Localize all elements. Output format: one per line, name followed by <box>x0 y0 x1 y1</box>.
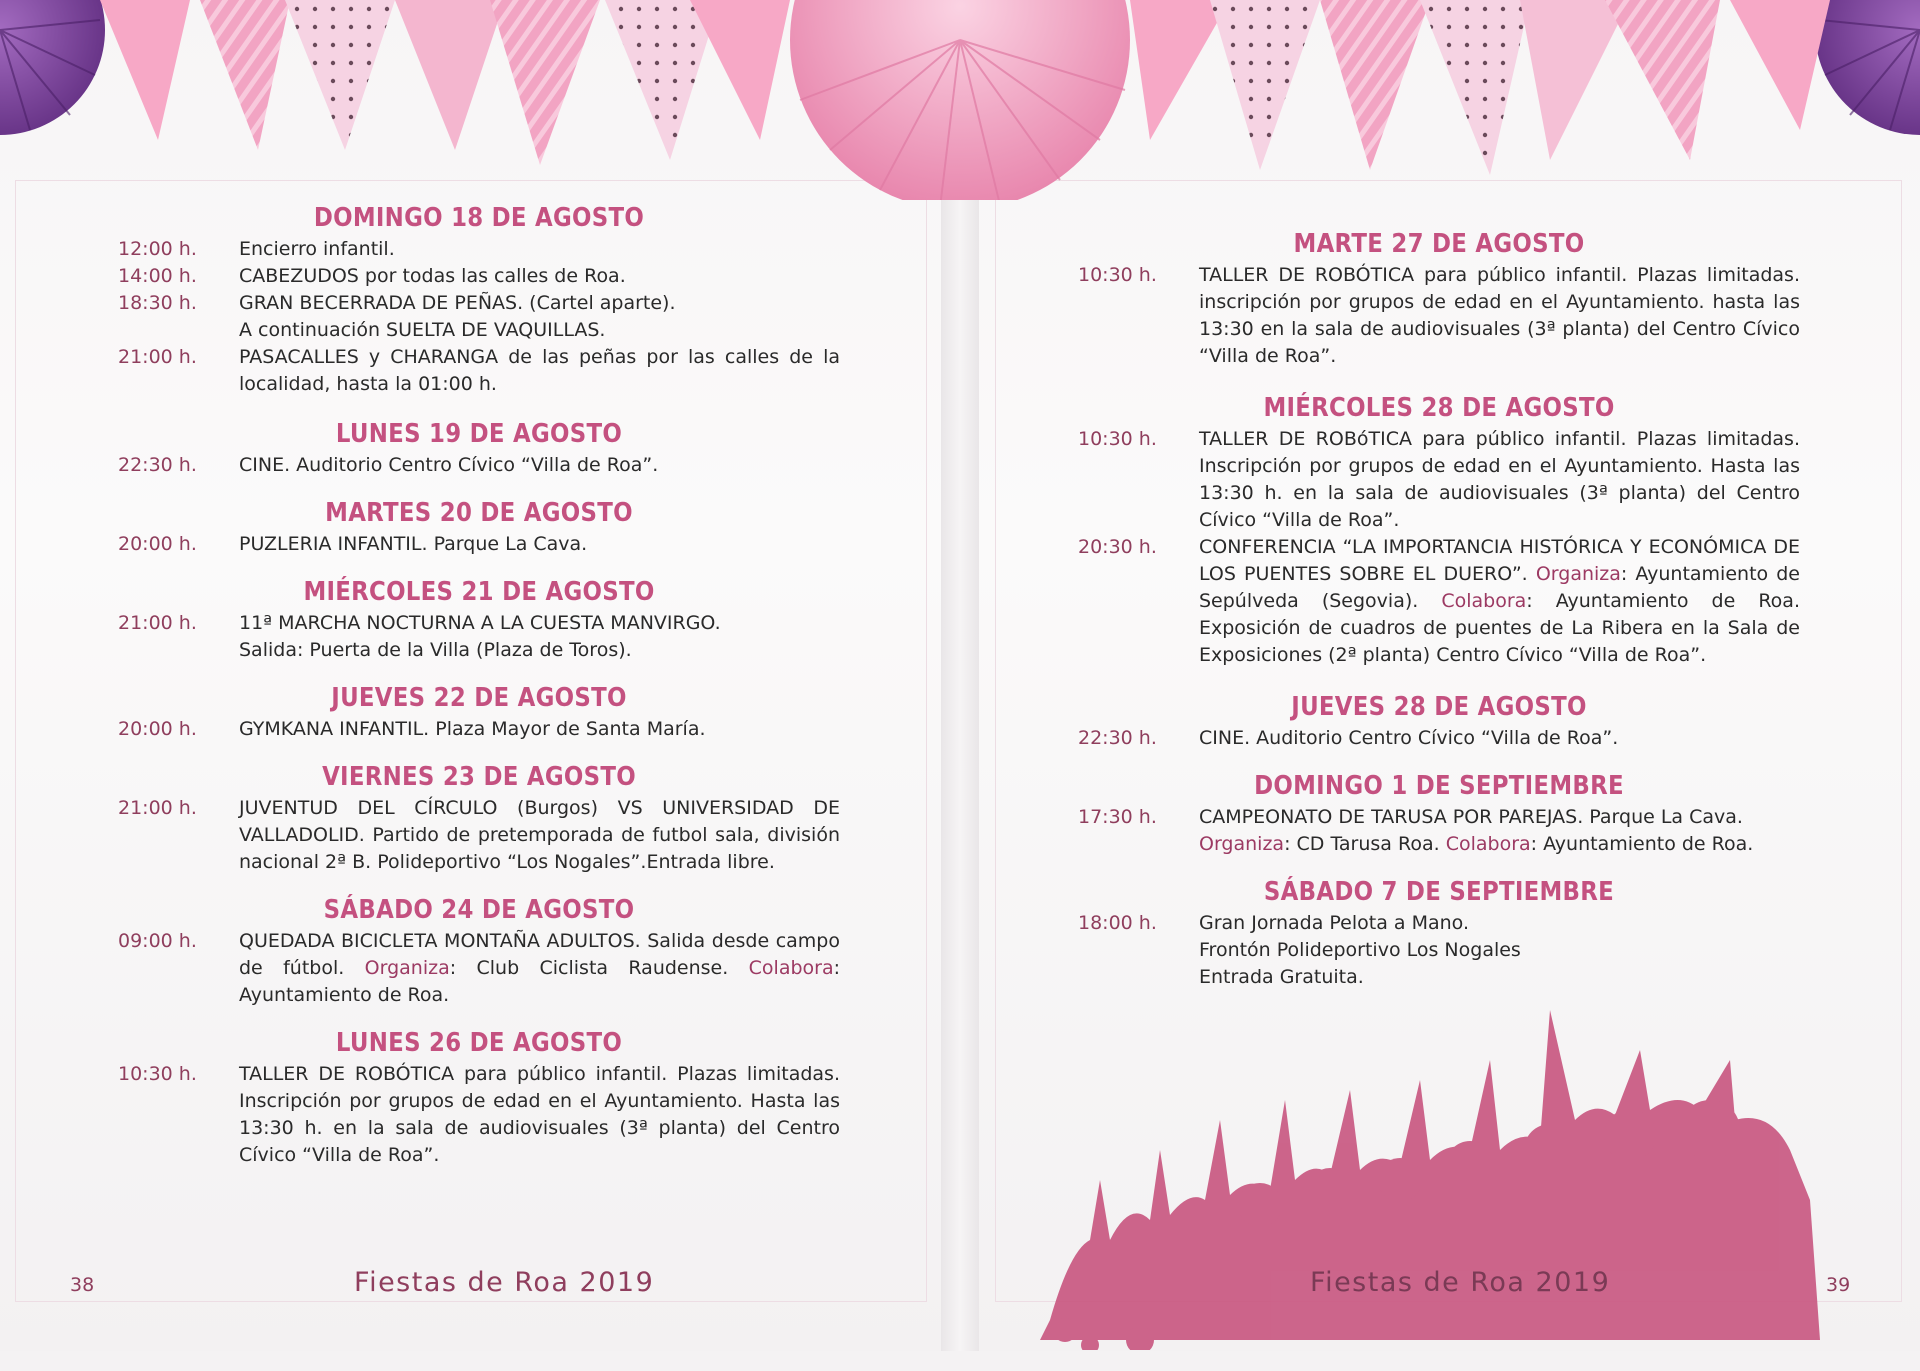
event-row <box>118 795 840 876</box>
event-time: 18:00 h. <box>1078 912 1157 934</box>
footer-title-right: Fiestas de Roa 2019 <box>1310 1267 1611 1298</box>
event-text-segment: TALLER DE ROBÓTICA para público infantil. Plazas limitadas. inscripción por grupos de edad en el Ayuntamiento. hasta las 13:30 en la sala de audiovisuales (3ª planta) del Centro Cívico “Villa de Roa”. <box>1199 264 1800 367</box>
event-description <box>239 716 840 743</box>
event-row <box>1078 910 1800 991</box>
event-time: 20:30 h. <box>1078 536 1157 558</box>
event-time: 20:00 h. <box>118 533 197 555</box>
event-description <box>239 610 840 664</box>
event-text-segment: TALLER DE ROBóTICA para público infantil. Plazas limitadas. Inscripción por grupos de edad en el Ayuntamiento. Hasta las 13:30 h. en la sala de audiovisuales (3ª planta) del Centro Cívico “Villa de Roa”. <box>1199 428 1800 531</box>
event-text-segment: Colabora <box>1441 590 1527 612</box>
event-description <box>239 263 840 290</box>
event-description <box>239 928 840 1009</box>
event-text-segment: Colabora <box>748 957 834 979</box>
event-description-line <box>1199 937 1800 964</box>
page-number-right: 39 <box>1826 1274 1851 1296</box>
day-heading: VIERNES 23 DE AGOSTO <box>322 762 636 792</box>
event-description <box>239 290 840 344</box>
event-text-segment: : CD Tarusa Roa. <box>1284 833 1446 855</box>
event-text-segment: PASACALLES y CHARANGA de las peñas por las calles de la localidad, hasta la 01:00 h. <box>239 346 840 395</box>
event-time: 22:30 h. <box>118 454 197 476</box>
event-description <box>1199 426 1800 534</box>
event-description-line <box>239 317 840 344</box>
event-text-segment: : Ayuntamiento de Roa. Exposición de cuadros de puentes de La Ribera en la Sala de Exposiciones (2ª planta) Centro Cívico “Villa de Roa”. <box>1199 590 1800 666</box>
event-row <box>118 610 840 664</box>
event-row <box>118 263 840 290</box>
event-description-line <box>239 344 840 398</box>
event-text-segment: PUZLERIA INFANTIL. Parque La Cava. <box>239 533 588 555</box>
event-text-segment: Organiza <box>1199 833 1285 855</box>
day-heading: DOMINGO 18 DE AGOSTO <box>313 203 645 233</box>
day-heading: JUEVES 28 DE AGOSTO <box>1291 692 1587 722</box>
event-time: 21:00 h. <box>118 612 197 634</box>
schedule-column-right <box>1078 226 1800 991</box>
event-text-segment: CABEZUDOS por todas las calles de Roa. <box>239 265 626 287</box>
event-description-line <box>1199 964 1800 991</box>
event-row <box>118 531 840 558</box>
event-text-segment: CONFERENCIA “LA IMPORTANCIA HISTÓRICA Y ECONÓMICA DE LOS PUENTES SOBRE EL DUERO”. <box>1199 536 1800 585</box>
event-text-segment: Encierro infantil. <box>239 238 395 260</box>
event-time: 14:00 h. <box>118 265 197 287</box>
event-text-segment: : Ayuntamiento de Roa. <box>1530 833 1754 855</box>
event-text-segment: A continuación SUELTA DE VAQUILLAS. <box>239 319 606 341</box>
event-description <box>1199 725 1800 752</box>
event-time: 17:30 h. <box>1078 806 1157 828</box>
event-time: 09:00 h. <box>118 930 197 952</box>
event-text-segment: : Ayuntamiento de Roa. <box>239 957 841 1006</box>
event-description-line <box>239 795 840 876</box>
event-row <box>118 1061 840 1169</box>
event-time: 21:00 h. <box>118 797 197 819</box>
schedule-column-left <box>118 200 840 1169</box>
event-description-line <box>1199 910 1800 937</box>
event-description <box>239 531 840 558</box>
event-text-segment: : Club Ciclista Raudense. <box>449 957 749 979</box>
event-row <box>1078 725 1800 752</box>
page-gutter <box>941 0 979 1351</box>
day-heading: MIÉRCOLES 28 DE AGOSTO <box>1263 393 1615 423</box>
page-number-left: 38 <box>70 1274 95 1296</box>
event-description <box>1199 804 1800 858</box>
event-description <box>239 452 840 479</box>
event-text-segment: CINE. Auditorio Centro Cívico “Villa de Roa”. <box>1199 727 1619 749</box>
day-heading: LUNES 19 DE AGOSTO <box>335 419 623 449</box>
event-description-line <box>1199 831 1800 858</box>
event-text-segment: Organiza <box>364 957 450 979</box>
event-row <box>1078 804 1800 858</box>
event-description <box>1199 262 1800 370</box>
event-text-segment: Entrada Gratuita. <box>1199 966 1364 988</box>
event-description-line <box>239 531 840 558</box>
event-text-segment: TALLER DE ROBÓTICA para público infantil. Plazas limitadas. Inscripción por grupos de edad en el Ayuntamiento. Hasta las 13:30 h. en la sala de audiovisuales (3ª planta) del Centro Cívico “Villa de Roa”. <box>239 1063 840 1166</box>
day-heading: SÁBADO 24 DE AGOSTO <box>323 895 635 925</box>
fan-pink-center <box>790 0 1130 200</box>
event-time: 12:00 h. <box>118 238 197 260</box>
event-text-segment: QUEDADA BICICLETA MONTAÑA ADULTOS. Salida desde campo de fútbol. <box>239 930 840 979</box>
day-heading: MARTES 20 DE AGOSTO <box>325 498 633 528</box>
event-description-line <box>1199 262 1800 370</box>
event-description <box>1199 910 1800 991</box>
event-description-line <box>239 1061 840 1169</box>
event-description-line <box>239 290 840 317</box>
event-description-line <box>1199 804 1800 831</box>
event-time: 22:30 h. <box>1078 727 1157 749</box>
event-text-segment: CINE. Auditorio Centro Cívico “Villa de Roa”. <box>239 454 659 476</box>
event-row <box>118 236 840 263</box>
event-description-line <box>1199 725 1800 752</box>
event-description-line <box>239 236 840 263</box>
event-row <box>118 452 840 479</box>
day-heading: DOMINGO 1 DE SEPTIEMBRE <box>1254 771 1624 801</box>
event-row <box>1078 426 1800 534</box>
event-description <box>239 795 840 876</box>
event-row <box>118 344 840 398</box>
footer-title-left: Fiestas de Roa 2019 <box>354 1267 655 1298</box>
event-text-segment: 11ª MARCHA NOCTURNA A LA CUESTA MANVIRGO. <box>239 612 721 634</box>
event-row <box>1078 534 1800 669</box>
day-heading: JUEVES 22 DE AGOSTO <box>331 683 627 713</box>
event-description <box>239 344 840 398</box>
event-description-line <box>1199 426 1800 534</box>
event-description-line <box>239 928 840 1009</box>
event-row <box>118 290 840 344</box>
event-description-line <box>239 610 840 637</box>
event-description-line <box>239 637 840 664</box>
event-time: 18:30 h. <box>118 292 197 314</box>
event-description-line <box>1199 534 1800 669</box>
event-time: 21:00 h. <box>118 346 197 368</box>
day-heading: MARTE 27 DE AGOSTO <box>1293 229 1585 259</box>
event-text-segment: CAMPEONATO DE TARUSA POR PAREJAS. Parque La Cava. <box>1199 806 1743 828</box>
day-heading: MIÉRCOLES 21 DE AGOSTO <box>303 577 655 607</box>
event-row <box>118 716 840 743</box>
event-row <box>1078 262 1800 370</box>
event-time: 10:30 h. <box>118 1063 197 1085</box>
event-description <box>1199 534 1800 669</box>
bunting-decoration <box>0 0 1920 200</box>
event-description-line <box>239 263 840 290</box>
event-time: 10:30 h. <box>1078 428 1157 450</box>
event-description-line <box>239 452 840 479</box>
event-time: 10:30 h. <box>1078 264 1157 286</box>
event-description <box>239 236 840 263</box>
event-text-segment: JUVENTUD DEL CÍRCULO (Burgos) VS UNIVERSIDAD DE VALLADOLID. Partido de pretemporada de futbol sala, división nacional 2ª B. Polideportivo “Los Nogales”.Entrada libre. <box>239 797 840 873</box>
event-text-segment: : Ayuntamiento de Sepúlveda (Segovia). <box>1199 563 1800 612</box>
event-text-segment: Salida: Puerta de la Villa (Plaza de Toros). <box>239 639 632 661</box>
event-description <box>239 1061 840 1169</box>
event-text-segment: GYMKANA INFANTIL. Plaza Mayor de Santa María. <box>239 718 706 740</box>
event-text-segment: Frontón Polideportivo Los Nogales <box>1199 939 1521 961</box>
day-heading: SÁBADO 7 DE SEPTIEMBRE <box>1263 877 1615 907</box>
event-row <box>118 928 840 1009</box>
event-text-segment: GRAN BECERRADA DE PEÑAS. (Cartel aparte). <box>239 292 676 314</box>
event-time: 20:00 h. <box>118 718 197 740</box>
event-text-segment: Gran Jornada Pelota a Mano. <box>1199 912 1469 934</box>
event-description-line <box>239 716 840 743</box>
event-text-segment: Colabora <box>1445 833 1531 855</box>
day-heading: LUNES 26 DE AGOSTO <box>335 1028 623 1058</box>
event-text-segment: Organiza <box>1535 563 1621 585</box>
